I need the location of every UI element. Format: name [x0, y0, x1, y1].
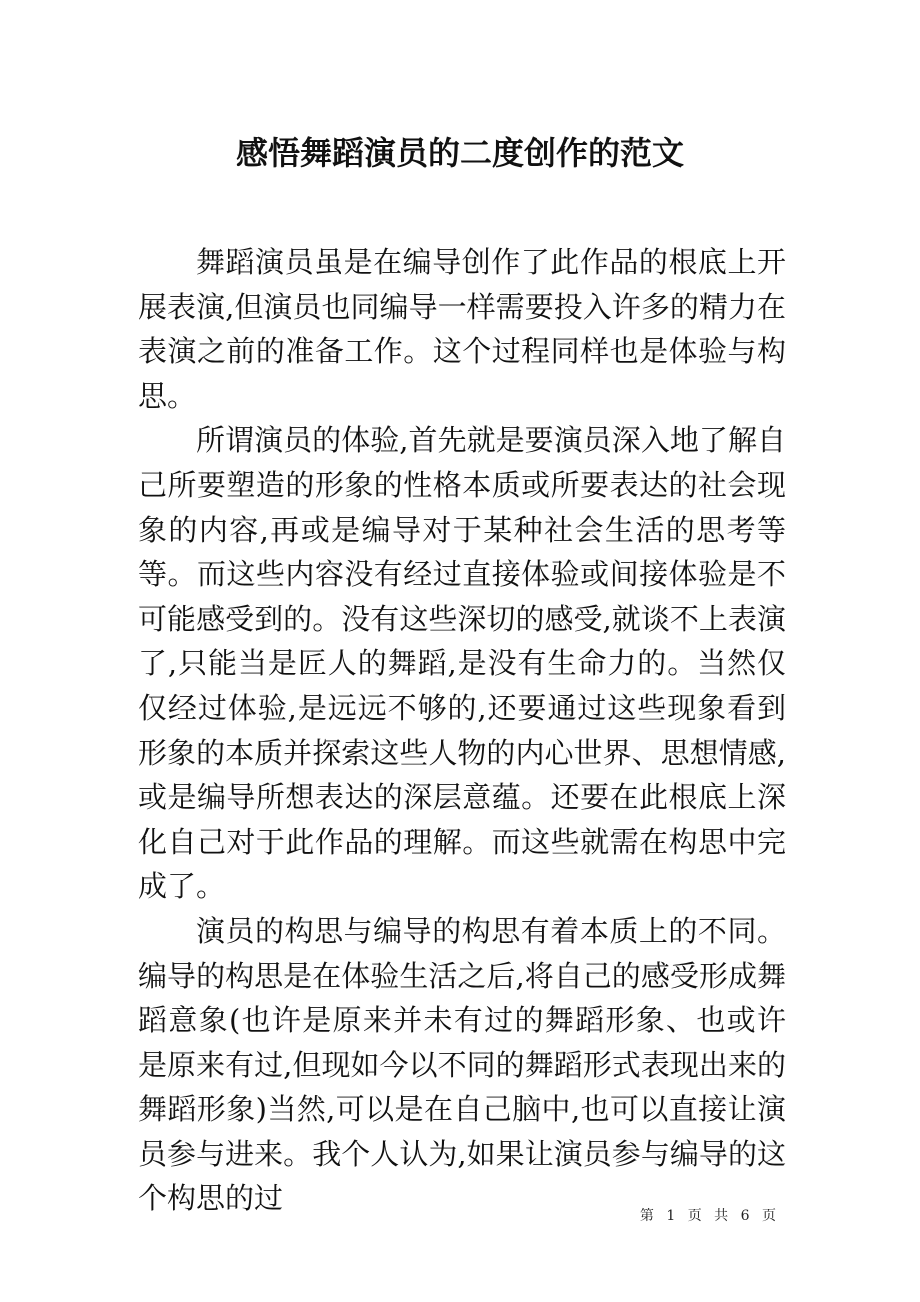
document-title: 感悟舞蹈演员的二度创作的范文 — [235, 134, 684, 172]
page-number: 第 1 页 共 6 页 — [639, 1208, 780, 1224]
paragraph-2: 所谓演员的体验,首先就是要演员深入地了解自己所要塑造的形象的性格本质或所要表达的社会现象的内容,再或是编导对于某种社会生活的思考等等。而这些内容没有经过直接体验或间接体验是不可能感受到的。没有这些深切的感受,就谈不上表演了,只能当是匠人的舞蹈,是没有生命力的。当然仅仅经过体验,是远远不够的,还要通过这些现象看到形象的本质并探索这些人物的内心世界、思想情感,或是编导所想表达的深层意蕴。还要在此根底上深化自己对于此作品的理解。而这些就需在构思中完成了。 — [138, 423, 786, 904]
document-body — [138, 240, 786, 1221]
paragraph-1: 舞蹈演员虽是在编导创作了此作品的根底上开展表演,但演员也同编导一样需要投入许多的精力在表演之前的准备工作。这个过程同样也是体验与构思。 — [138, 245, 786, 413]
paragraph-3: 演员的构思与编导的构思有着本质上的不同。编导的构思是在体验生活之后,将自己的感受形成舞蹈意象(也许是原来并未有过的舞蹈形象、也或许是原来有过,但现如今以不同的舞蹈形式表现出来的舞蹈形象)当然,可以是在自己脑中,也可以直接让演员参与进来。我个人认为,如果让演员参与编导的这个构思的过 — [138, 913, 786, 1216]
